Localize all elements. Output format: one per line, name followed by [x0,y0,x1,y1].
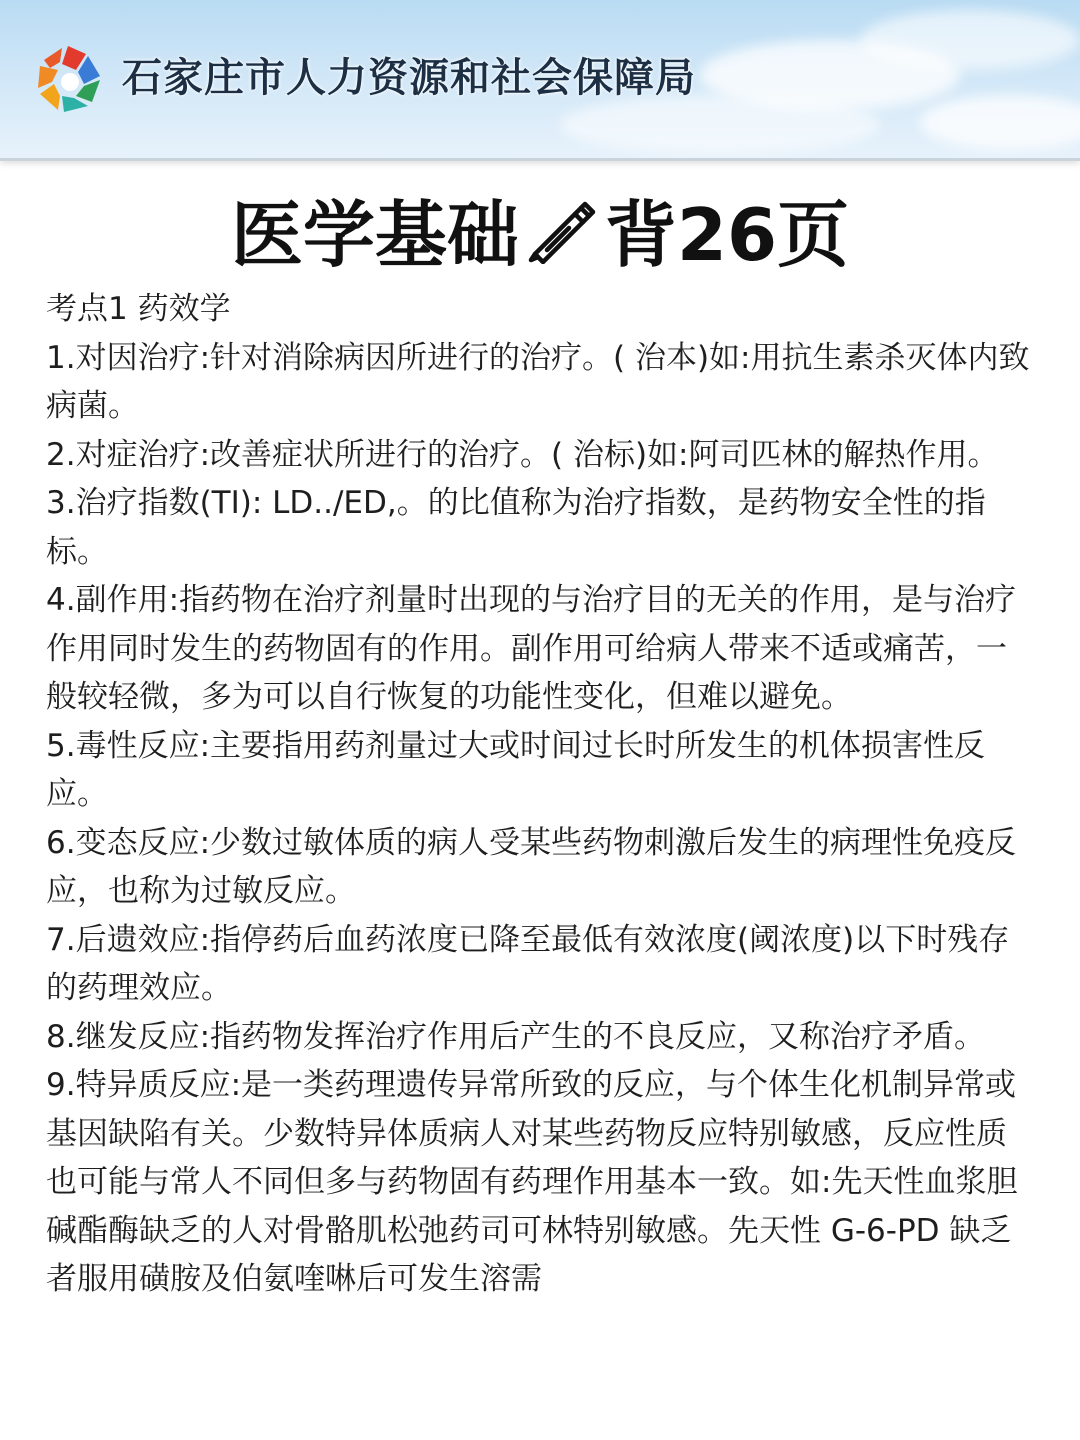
pen-icon [523,194,601,264]
note-item-7: 7.后遗效应:指停药后血药浓度已降至最低有效浓度(阈浓度)以下时残存的药理效应。 [46,921,1010,1006]
note-item-9: 9.特异质反应:是一类药理遗传异常所致的反应，与个体生化机制异常或基因缺陷有关。少数特异体质病人对某些药物反应特别敏感，反应性质也可能与常人不同但多与药物固有药理作用基本一致。如:先天性血浆胆碱酯酶缺乏的人对骨骼肌松弛药司可林特别敏感。先天性 G-6-PD 缺乏者服用磺胺及伯氨喹啉后可发生溶需 [46,1067,1018,1297]
note-item-6: 6.变态反应:少数过敏体质的病人受某些药物刺激后发生的病理性免疫反应，也称为过敏反应。 [46,824,1017,909]
title-text-start: 医学基础 [230,193,519,277]
note-item-3: 3.治疗指数(TI): LD../ED,。的比值称为治疗指数，是药物安全性的指标。 [46,485,986,570]
note-item-2: 2.对症治疗:改善症状所进行的治疗。( 治标)如:阿司匹林的解热作用。 [46,436,999,473]
notes-content [0,285,1080,1304]
title-text-end: 背26页 [604,193,850,277]
title-row [0,173,1080,285]
page-title [231,177,849,281]
cloud-decoration [920,95,1080,150]
organization-name: 石家庄市人力资源和社会保障局 [122,54,696,101]
note-item-1: 1.对因治疗:针对消除病因所进行的治疗。( 治本)如:用抗生素杀灭体内致病菌。 [46,339,1030,424]
section-heading: 考点1 药效学 [46,291,231,327]
note-item-8: 8.继发反应:指药物发挥治疗作用后产生的不良反应，又称治疗矛盾。 [46,1018,986,1055]
note-item-4: 4.副作用:指药物在治疗剂量时出现的与治疗目的无关的作用，是与治疗作用同时发生的药物固有的作用。副作用可给病人带来不适或痛苦，一般较轻微，多为可以自行恢复的功能性变化，但难以避免。 [46,582,1017,715]
note-item-5: 5.毒性反应:主要指用药剂量过大或时间过长时所发生的机体损害性反应。 [46,727,986,812]
cloud-decoration [560,95,880,155]
bureau-logo-icon [28,40,108,120]
cloud-decoration [860,10,1080,70]
header-banner [0,0,1080,161]
